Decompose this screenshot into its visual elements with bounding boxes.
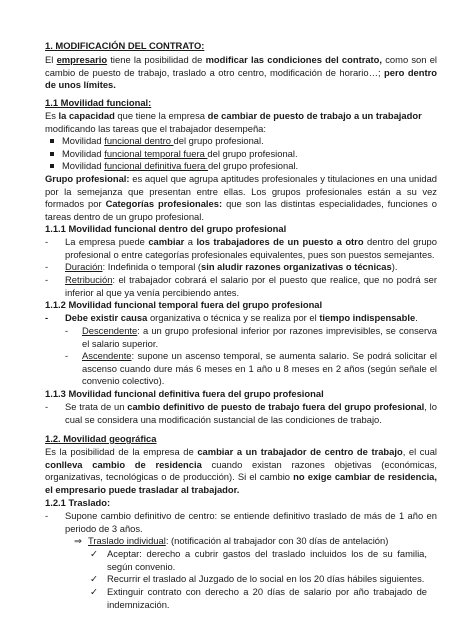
list-item: - Supone cambio definitivo de centro: se entiende definitivo traslado de más de 1 año en periodo de 3 años. xyxy=(45,510,437,534)
list-item: - Duración: Indefinida o temporal (sin aludir razones organizativas o técnicas). xyxy=(45,261,398,272)
section-1-1-2-heading: 1.1.2 Movilidad funcional temporal fuera del grupo profesional xyxy=(45,299,323,310)
dash-marker: - xyxy=(45,274,49,285)
section-1-1-1-heading: 1.1.1 Movilidad funcional dentro del grupo profesional xyxy=(45,223,287,234)
section-1-1-heading: 1.1 Movilidad funcional: xyxy=(45,97,152,108)
list-item: - Descendente: a un grupo profesional inferior por razones imprevisibles, se conserva el salario superior. xyxy=(65,325,437,349)
list-item: - Retribución: el trabajador cobrará el salario por el puesto que realice, que no podrá ser inferior al que ya venía percibiendo antes. xyxy=(45,274,437,298)
dash-marker: - xyxy=(45,510,49,521)
list-item: Movilidad funcional dentro del grupo profesional. xyxy=(48,135,440,148)
arrow-right-icon: ⇒ xyxy=(74,535,82,546)
list-item: ✓ Aceptar: derecho a cubrir gastos del traslado incluidos los de su familia, según convenio. xyxy=(90,548,427,572)
list-item: - Ascendente: supone un ascenso temporal, se aumenta salario. Se podrá solicitar el ascenso cuando dure más 6 meses en 1 año u 8 meses en 2 años (según señale el convenio colectivo). xyxy=(65,350,437,386)
dash-marker: - xyxy=(45,236,49,247)
section-1-2-1-heading: 1.2.1 Traslado: xyxy=(45,497,111,508)
list-item: ⇒ Traslado individual: (notificación al trabajador con 30 días de antelación) xyxy=(74,535,389,546)
section-1-2-paragraph: Es la posibilidad de la empresa de cambiar a un trabajador de centro de trabajo, el cual conlleva cambio de residencia cuando existan razones objetivas (económicas, organizativas, tecnológicas o de producción). Si el cambio no exige cambiar de residencia, el empresario puede trasladar al trabajador. xyxy=(45,446,438,495)
dash-marker: - xyxy=(45,312,49,323)
checkmark-icon: ✓ xyxy=(90,586,98,597)
list-item: - Debe existir causa organizativa o técnica y se realiza por el tiempo indispensable. xyxy=(45,312,418,323)
movilidad-types-list xyxy=(48,135,440,173)
list-item: Movilidad funcional temporal fuera del grupo profesional. xyxy=(48,148,440,161)
section-1-2-heading: 1.2. Movilidad geográfica xyxy=(45,433,157,444)
dash-marker: - xyxy=(45,261,49,272)
bullet-icon xyxy=(50,152,54,156)
section-1-paragraph: El empresario tiene la posibilidad de modificar las condiciones del contrato, como son el cambio de puesto de trabajo, traslado a otro centro, modificación de horario…; pero dentro de unos límites. xyxy=(45,54,438,90)
section-1-1-paragraph: Es la capacidad que tiene la empresa de cambiar de puesto de trabajo a un trabajador modificando las tareas que el trabajador desempeña: xyxy=(45,110,422,134)
bullet-icon xyxy=(50,139,54,143)
list-item: Movilidad funcional definitiva fuera del grupo profesional. xyxy=(48,160,440,173)
list-item: - La empresa puede cambiar a los trabajadores de un puesto a otro dentro del grupo profesional o entre categorías profesionales equivalentes, pues son puestos semejantes. xyxy=(45,236,437,260)
dash-marker: - xyxy=(65,350,69,361)
list-item: ✓ Extinguir contrato con derecho a 20 días de salario por año trabajado de indemnización. xyxy=(90,586,427,610)
dash-marker: - xyxy=(65,325,69,336)
dash-marker: - xyxy=(45,401,49,412)
section-1-heading: 1. MODIFICACIÓN DEL CONTRATO: xyxy=(45,40,205,51)
section-1-1-3-heading: 1.1.3 Movilidad funcional definitiva fuera del grupo profesional xyxy=(45,388,324,399)
grupo-profesional-paragraph: Grupo profesional: es aquel que agrupa aptitudes profesionales y titulaciones en una unidad por la semejanza que presentan entre ellas. Los grupos profesionales están a su vez formados por Categorías profesionales: que son las distintas especialidades, funciones o tareas dentro de un grupo profesional. xyxy=(45,173,438,222)
checkmark-icon: ✓ xyxy=(90,548,98,559)
list-item: ✓ Recurrir el traslado al Juzgado de lo social en los 20 días hábiles siguientes. xyxy=(90,573,425,584)
checkmark-icon: ✓ xyxy=(90,573,98,584)
bullet-icon xyxy=(50,164,54,168)
list-item: - Se trata de un cambio definitivo de puesto de trabajo fuera del grupo profesional, lo cual se considera una modificación sustancial de las condiciones de trabajo. xyxy=(45,401,437,425)
